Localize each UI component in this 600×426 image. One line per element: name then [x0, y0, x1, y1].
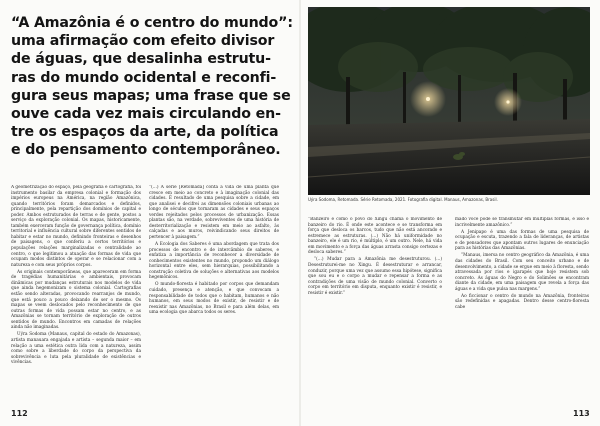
paragraph: Uýra Sodoma (Manaus, capital do estado do Amazonas), artista manauara engajada e artista – segunda maior – em relação a uma estética outra lida com a natureza, assim como sobre a liberdade do corpo da perspectiva da sobrevivência e luta pela pluralidade de existências e vivências. — [11, 332, 141, 366]
page-number-right: 113 — [573, 409, 590, 418]
paragraph: A Ecologia dos Saberes é uma abordagem que trata dos processos de encontro e de intercâmbio de saberes, e enfatiza a importância de reconhecer a diversidade de conhecimentos existentes no mundo, propondo um diálogo horizontal entre eles, sem hierarquias, possibilitando a construção coletiva de soluções e alternativas aos modelos hegemônicos. — [149, 242, 279, 281]
body-column-3 — [308, 217, 442, 400]
paragraph: Ao ficcionar o centro do mundo na Amazônia, fronteiras são redefinidas e apagadas. Dentro desse centro-floresta cabe — [455, 293, 589, 310]
paragraph: O mundo-floresta é habitado por corpos que demandam cuidado, presença e atenção, e que convocam a responsabilidade de todos que o habitam, humanos e não humanos, em seus modos de existir, de resistir e de reexistir nas Amazônias, no Brasil e para além delas, em uma ecologia que abarca todos os seres. — [149, 282, 279, 316]
paragraph: “Banzeiro é como o povo do Xingu chama o movimento de banzeiro do rio. É onde este acontece e se transforma em força que desloca os barcos, tudo que não está ancorado e estremece as estruturas. (...) Não há uniformidade no banzeiro, ele é um rio, é múltiplo, é um outro. Nele, há vida em movimento e a força das águas arrasta consigo certezas e desloca saberes.” — [308, 217, 442, 256]
street-photo-image — [308, 7, 590, 195]
headline — [11, 14, 291, 160]
body-column-4 — [455, 217, 589, 400]
paragraph: “(...) A série [Retomada] conta a vida de uma planta que cresce em meio ao concreto e à imaginação colonial das cidades. É resultado de uma pesquisa sobre a cidade, em que analisei e decifrei as dimensões coloniais urbanas ao longo de séculos que tornaram as cidades e seus espaços verdes rejeitados pelos processos de urbanização. Essas plantas são, na verdade, sobreviventes de uma história de desterritorialização e resistem em meio ao asfalto, às calçadas e aos muros, reivindicando seus direitos de pertencer à paisagem.” — [149, 185, 279, 240]
paragraph: A geometrização do espaço, pela geografia e cartografia, foi instrumento basilar da empresa colonial e formação dos impérios europeus na América, na região Amazônica, quando territórios foram demarcados e definidos, principalmente, pela repartição dos domínios de capital e poder. Ambos estruturados de terras e de gente, postos a serviço da exploração colonial. Os mapas, historicamente, também exerceram função de governança política, domínio territorial e influência cultural sobre diferentes sentidos de habitar e estar no mundo, definindo fronteiras e desenhos de paisagens, o que conferiu a certos territórios e populações relações marginalizadas e centralidade ao centro, o que legitimou a atuação das formas de vida que ocupam modos distintos de operar e se relacionar com a natureza e com seus próprios corpos. — [11, 185, 141, 268]
photo-caption: Uýra Sodoma, Retomada. Série Retomada, 2021. Fotografia digital. Manaus, Amazonas, Brasil. — [308, 197, 498, 202]
headline-line: uma afirmação com efeito divisor — [11, 33, 275, 50]
body-column-2 — [149, 185, 279, 400]
paragraph: As originais contemporâneas, que apareceram em forma de tragédias humanitárias e ambientais, provocam dinâmicas por mudanças estruturais nos modelos de vida que ainda hegemonizam o sistema colonial. Cartografias estão sendo alteradas, provocando rearranjos de mundo, que está pouco a pouco deixando de ser o mesmo. Os mapas se veem deslocados pelo reconhecimento de que outras formas de vida possam estar no centro, e as Amazônias se tornam território de exploração de outros sentidos de mundo. Encontros em camadas de relações ainda não imaginadas. — [11, 269, 141, 331]
paragraph: “Manaus, imersa no centro geográfico da Amazônia, é uma das cidades do Brasil. Com seu conceito urbano e de desenvolvimento, a cidade se ergue em meio à floresta, sendo atravessada por rios e igarapés que hoje resistem sob concreto. As águas do Negro e do Solimões se encontram diante da cidade, em uma paisagem que revela a força das águas e a vida que pulsa nas margens.” — [455, 253, 589, 292]
headline-line: ras do mundo ocidental e reconfi- — [11, 69, 277, 86]
paragraph: mado você pode se transmutar em múltiplas formas, e isso é incrivelmente amazônico.” — [455, 217, 589, 228]
headline-line: gura seus mapas; uma frase que se — [11, 87, 291, 104]
body-column-1 — [11, 185, 141, 400]
headline-line: e do pensamento contemporâneo. — [11, 142, 281, 159]
photo-night-street — [308, 7, 590, 195]
page-number-left: 112 — [11, 409, 28, 418]
headline-line: tre os espaços da arte, da política — [11, 124, 279, 141]
paragraph: “(...) Mudar para a Amazônia me desestruturou. (...) Desestruturei-me no Xingu. É desestruturar e arrancar, conduzir, porque uma vez que assumo essa hipótese, significa que sou eu e o corpo a mudar e repensar a forma e as contradições de uma visão de mundo colonial. Converto o corpo em território em disputa, enquanto existir é resistir, e resistir é existir.” — [308, 257, 442, 296]
headline-line: ouve cada vez mais circulando en- — [11, 106, 281, 123]
spread-gutter — [299, 0, 301, 426]
headline-line: de águas, que desalinha estrutu- — [11, 51, 271, 68]
headline-line: “A Amazônia é o centro do mundo”: — [11, 15, 293, 31]
paragraph: A Jenipapo é uma das formas de uma pesquisa de ocupação e escuta, trazendo a fala de lideranças, de artistas e de pensadores que apontam outros lugares de enunciação para as histórias das Amazônias. — [455, 229, 589, 252]
